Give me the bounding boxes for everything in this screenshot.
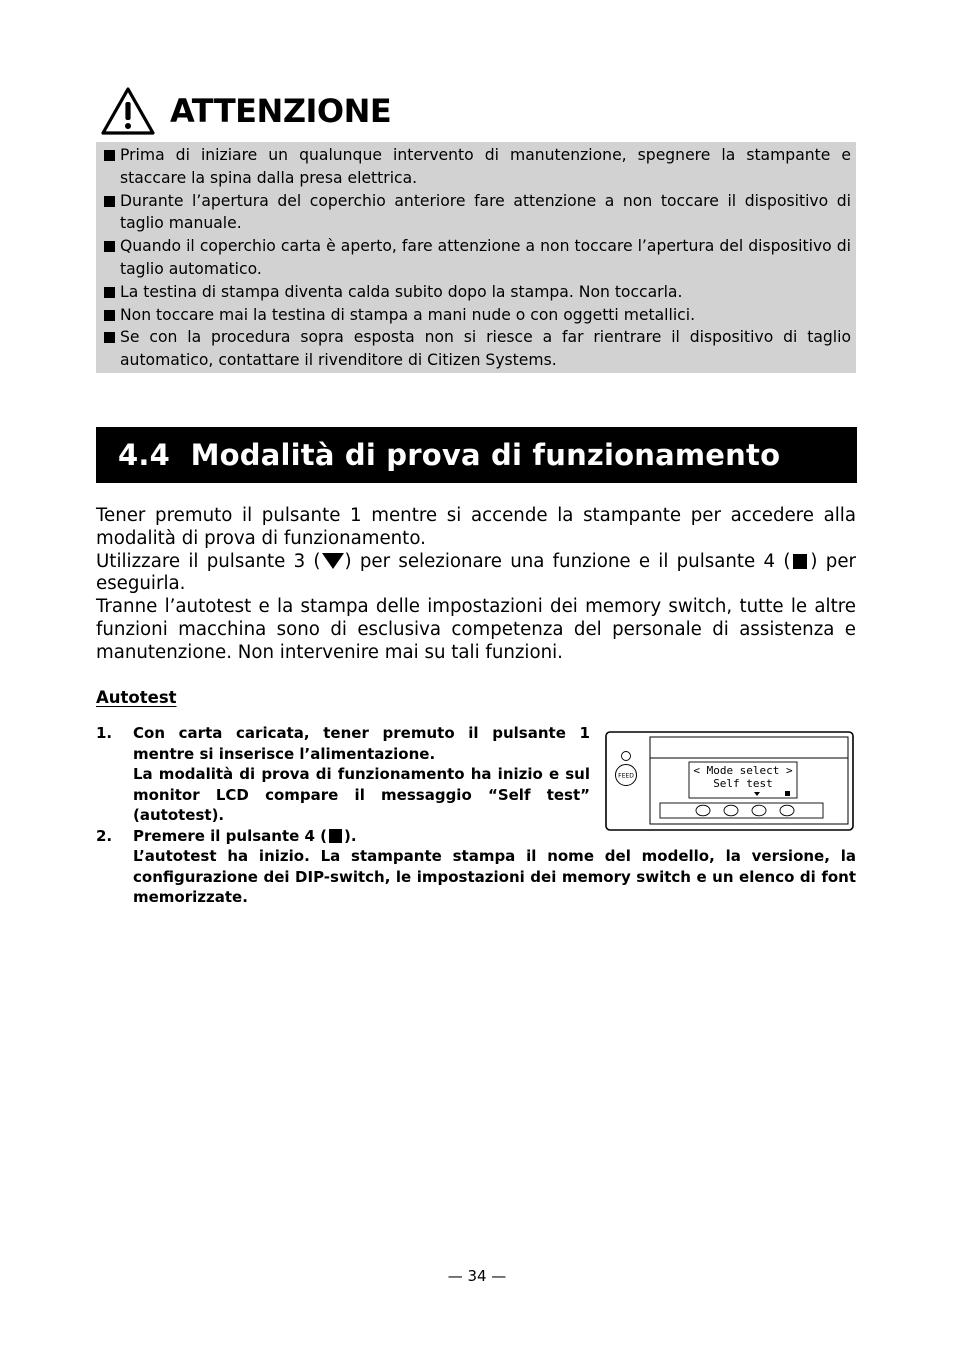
panel-button-1-icon bbox=[696, 805, 710, 816]
warning-item: La testina di stampa diventa calda subito dopo la stampa. Non toccarla. bbox=[102, 281, 851, 304]
printer-control-panel-illustration bbox=[605, 731, 854, 831]
square-bullet-icon bbox=[104, 287, 115, 298]
button-strip bbox=[660, 803, 823, 818]
square-button-icon bbox=[329, 829, 342, 843]
intro-paragraph-3: Tranne l’autotest e la stampa delle impostazioni dei memory switch, tutte le altre funzioni macchina sono di esclusiva competenza del personale di assistenza e manutenzione. Non intervenire mai su tali funzioni. bbox=[96, 596, 856, 663]
warning-triangle-icon bbox=[100, 86, 156, 136]
section-heading-bar bbox=[96, 427, 857, 483]
square-bullet-icon bbox=[104, 310, 115, 321]
panel-button-3-icon bbox=[752, 805, 766, 816]
warning-title: ATTENZIONE bbox=[170, 92, 392, 130]
power-led-icon bbox=[622, 752, 631, 761]
step-number: 2. bbox=[96, 826, 113, 845]
svg-text:FEED: FEED bbox=[618, 772, 634, 780]
step-2-text-a: Premere il pulsante 4 ( ). bbox=[133, 826, 357, 845]
lcd-line-2: Self test bbox=[713, 777, 773, 790]
warning-list bbox=[102, 144, 851, 372]
warning-item: Durante l’apertura del coperchio anteriore fare attenzione a non toccare il dispositivo di taglio manuale. bbox=[102, 190, 851, 236]
warning-item: Prima di iniziare un qualunque intervento di manutenzione, spegnere la stampante e staccare la spina dalla presa elettrica. bbox=[102, 144, 851, 190]
square-bullet-icon bbox=[104, 150, 115, 161]
square-bullet-icon bbox=[104, 241, 115, 252]
warning-item: Quando il coperchio carta è aperto, fare attenzione a non toccare l’apertura del dispositivo di taglio automatico. bbox=[102, 235, 851, 281]
intro-paragraph-1: Tener premuto il pulsante 1 mentre si accende la stampante per accedere alla modalità di prova di funzionamento. bbox=[96, 505, 856, 549]
warning-item: Se con la procedura sopra esposta non si riesce a far rientrare il dispositivo di taglio automatico, contattare il rivenditore di Citizen Systems. bbox=[102, 326, 851, 372]
autotest-heading: Autotest bbox=[96, 688, 177, 707]
square-bullet-icon bbox=[104, 332, 115, 343]
step-2 bbox=[96, 826, 856, 908]
square-button-icon bbox=[793, 554, 807, 569]
down-triangle-icon bbox=[322, 553, 344, 569]
warning-header bbox=[100, 86, 391, 136]
warning-box bbox=[96, 142, 856, 373]
panel-button-2-icon bbox=[724, 805, 738, 816]
intro-text bbox=[96, 505, 856, 665]
section-title: 4.4 Modalità di prova di funzionamento bbox=[118, 438, 781, 472]
square-bullet-icon bbox=[104, 196, 115, 207]
lcd-line-1: < Mode select > bbox=[693, 764, 793, 777]
warning-item: Non toccare mai la testina di stampa a mani nude o con oggetti metallici. bbox=[102, 304, 851, 327]
step-2-text-b: L’autotest ha inizio. La stampante stampa il nome del modello, la versione, la configurazione dei DIP-switch, le impostazioni dei memory switch e un elenco di font memorizzate. bbox=[133, 847, 856, 906]
lcd-square-icon bbox=[785, 791, 790, 796]
step-number: 1. bbox=[96, 724, 113, 742]
page-number: — 34 — bbox=[447, 1267, 507, 1285]
step-1 bbox=[96, 723, 590, 826]
feed-button bbox=[616, 765, 637, 786]
step-1-text-b: La modalità di prova di funzionamento ha inizio e sul monitor LCD compare il messaggio “Self test” (autotest). bbox=[133, 765, 590, 824]
intro-paragraph-2: Utilizzare il pulsante 3 ( ) per selezionare una funzione e il pulsante 4 ( ) per eseguirla. bbox=[96, 550, 856, 595]
panel-button-4-icon bbox=[780, 805, 794, 816]
step-1-text-a: Con carta caricata, tener premuto il pulsante 1 mentre si inserisce l’alimentazione. bbox=[133, 724, 590, 763]
